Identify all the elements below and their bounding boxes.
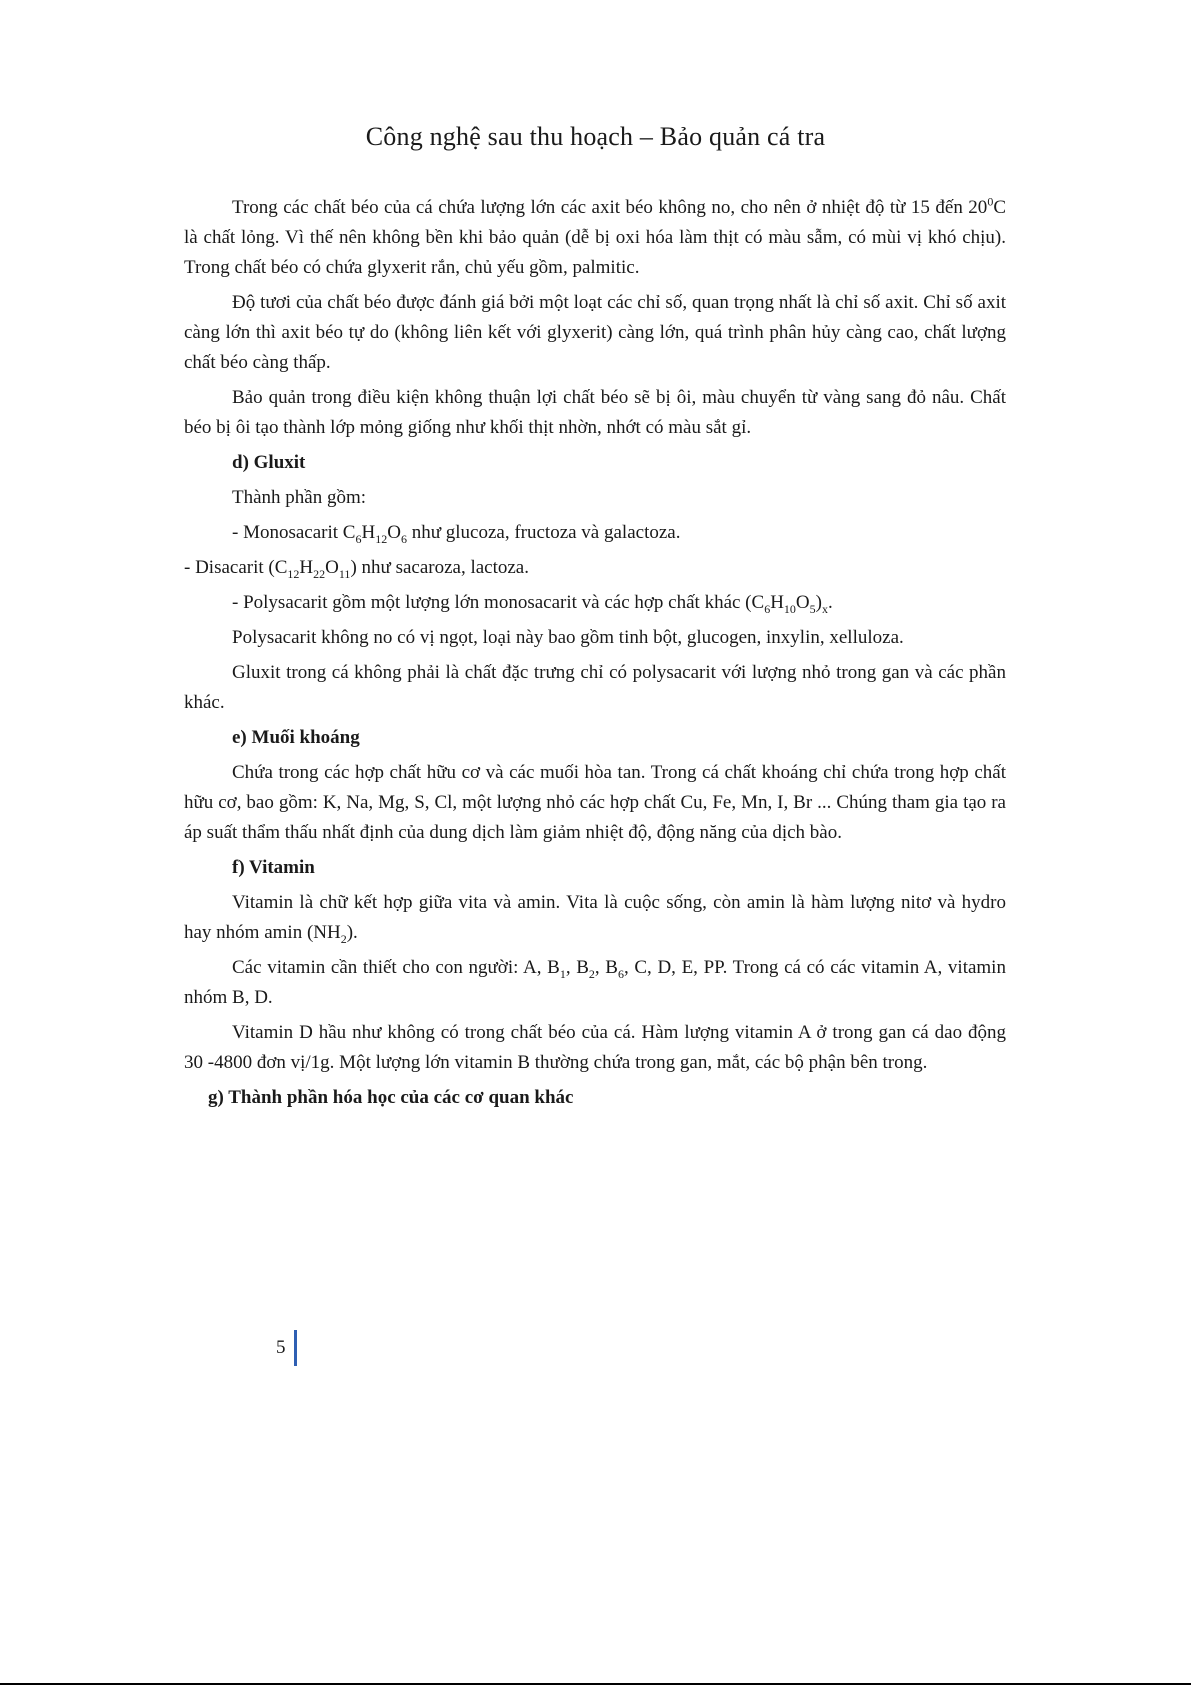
section-heading-other-organs: g) Thành phần hóa học của các cơ quan khác: [208, 1087, 574, 1108]
paragraph-vitamin-needs: Các vitamin cần thiết cho con người: A, $B_1$, $B_2$, $B_6$, C, D, E, PP. Trong cá có các vitamin A, vitamin nhóm B, D.: [184, 957, 1006, 1008]
section-heading-vitamin: f) Vitamin: [232, 857, 315, 878]
gluxit-intro: Thành phần gồm:: [232, 487, 367, 508]
paragraph-fat-freshness: Độ tươi của chất béo được đánh giá bởi một loạt các chỉ số, quan trọng nhất là chỉ số axit. Chỉ số axit càng lớn thì axit béo tự do (không liên kết với glyxerit) càng lớn, quá trình phân hủy càng cao, chất lượng chất béo càng thấp.: [184, 292, 1006, 373]
page-title: Công nghệ sau thu hoạch – Bảo quản cá tra: [365, 122, 826, 151]
section-heading-mineral: e) Muối khoáng: [232, 727, 360, 748]
paragraph-vitamin-definition: Vitamin là chữ kết hợp giữa vita và amin. Vita là cuộc sống, còn amin là hàm lượng nitơ và hydro hay nhóm amin $(NH_2)$.: [184, 892, 1006, 946]
page-number: 5: [276, 1337, 286, 1358]
list-item-monosacarit: - Monosacarit $C_6H_{12}O_6$ như glucoza, fructoza và galactoza.: [232, 522, 681, 546]
footer-divider: [294, 1330, 297, 1366]
paragraph-mineral: Chứa trong các hợp chất hữu cơ và các muối hòa tan. Trong cá chất khoáng chỉ chứa trong hợp chất hữu cơ, bao gồm: K, Na, Mg, S, Cl, một lượng nhỏ các hợp chất Cu, Fe, Mn, I, Br ... Chúng tham gia tạo ra áp suất thẩm thấu nhất định của dung dịch làm giảm nhiệt độ, động năng của dịch bào.: [184, 762, 1006, 843]
document-body: [184, 193, 1006, 1118]
list-item-polysacarit: - Polysacarit gồm một lượng lớn monosacarit và các hợp chất khác $(C_6H_{10}O_5)_x$.: [232, 592, 833, 616]
paragraph-gluxit-in-fish: Gluxit trong cá không phải là chất đặc trưng chỉ có polysacarit với lượng nhỏ trong gan và các phần khác.: [184, 662, 1006, 713]
paragraph-fat-composition: Trong các chất béo của cá chứa lượng lớn các axit béo không no, cho nên ở nhiệt độ từ 15 đến $20^0C$ là chất lỏng. Vì thế nên không bền khi bảo quản (dễ bị oxi hóa làm thịt có màu sẫm, có mùi vị khó chịu). Trong chất béo có chứa glyxerit rắn, chủ yếu gồm, palmitic.: [184, 194, 1006, 278]
paragraph-polysacarit: Polysacarit không no có vị ngọt, loại này bao gồm tinh bột, glucogen, inxylin, xelluloza.: [232, 627, 904, 648]
page-footer: [276, 1330, 297, 1366]
list-item-disacarit: - Disacarit $(C_{12}H_{22}O_{11})$ như sacaroza, lactoza.: [184, 557, 529, 581]
section-heading-gluxit: d) Gluxit: [232, 452, 306, 473]
paragraph-vitamin-d: Vitamin D hầu như không có trong chất béo của cá. Hàm lượng vitamin A ở trong gan cá dao động 30 -4800 đơn vị/1g. Một lượng lớn vitamin B thường chứa trong gan, mắt, các bộ phận bên trong.: [184, 1022, 1006, 1073]
paragraph-fat-spoilage: Bảo quản trong điều kiện không thuận lợi chất béo sẽ bị ôi, màu chuyển từ vàng sang đỏ nâu. Chất béo bị ôi tạo thành lớp mỏng giống như khối thịt nhờn, nhớt có màu sắt gỉ.: [184, 387, 1006, 438]
